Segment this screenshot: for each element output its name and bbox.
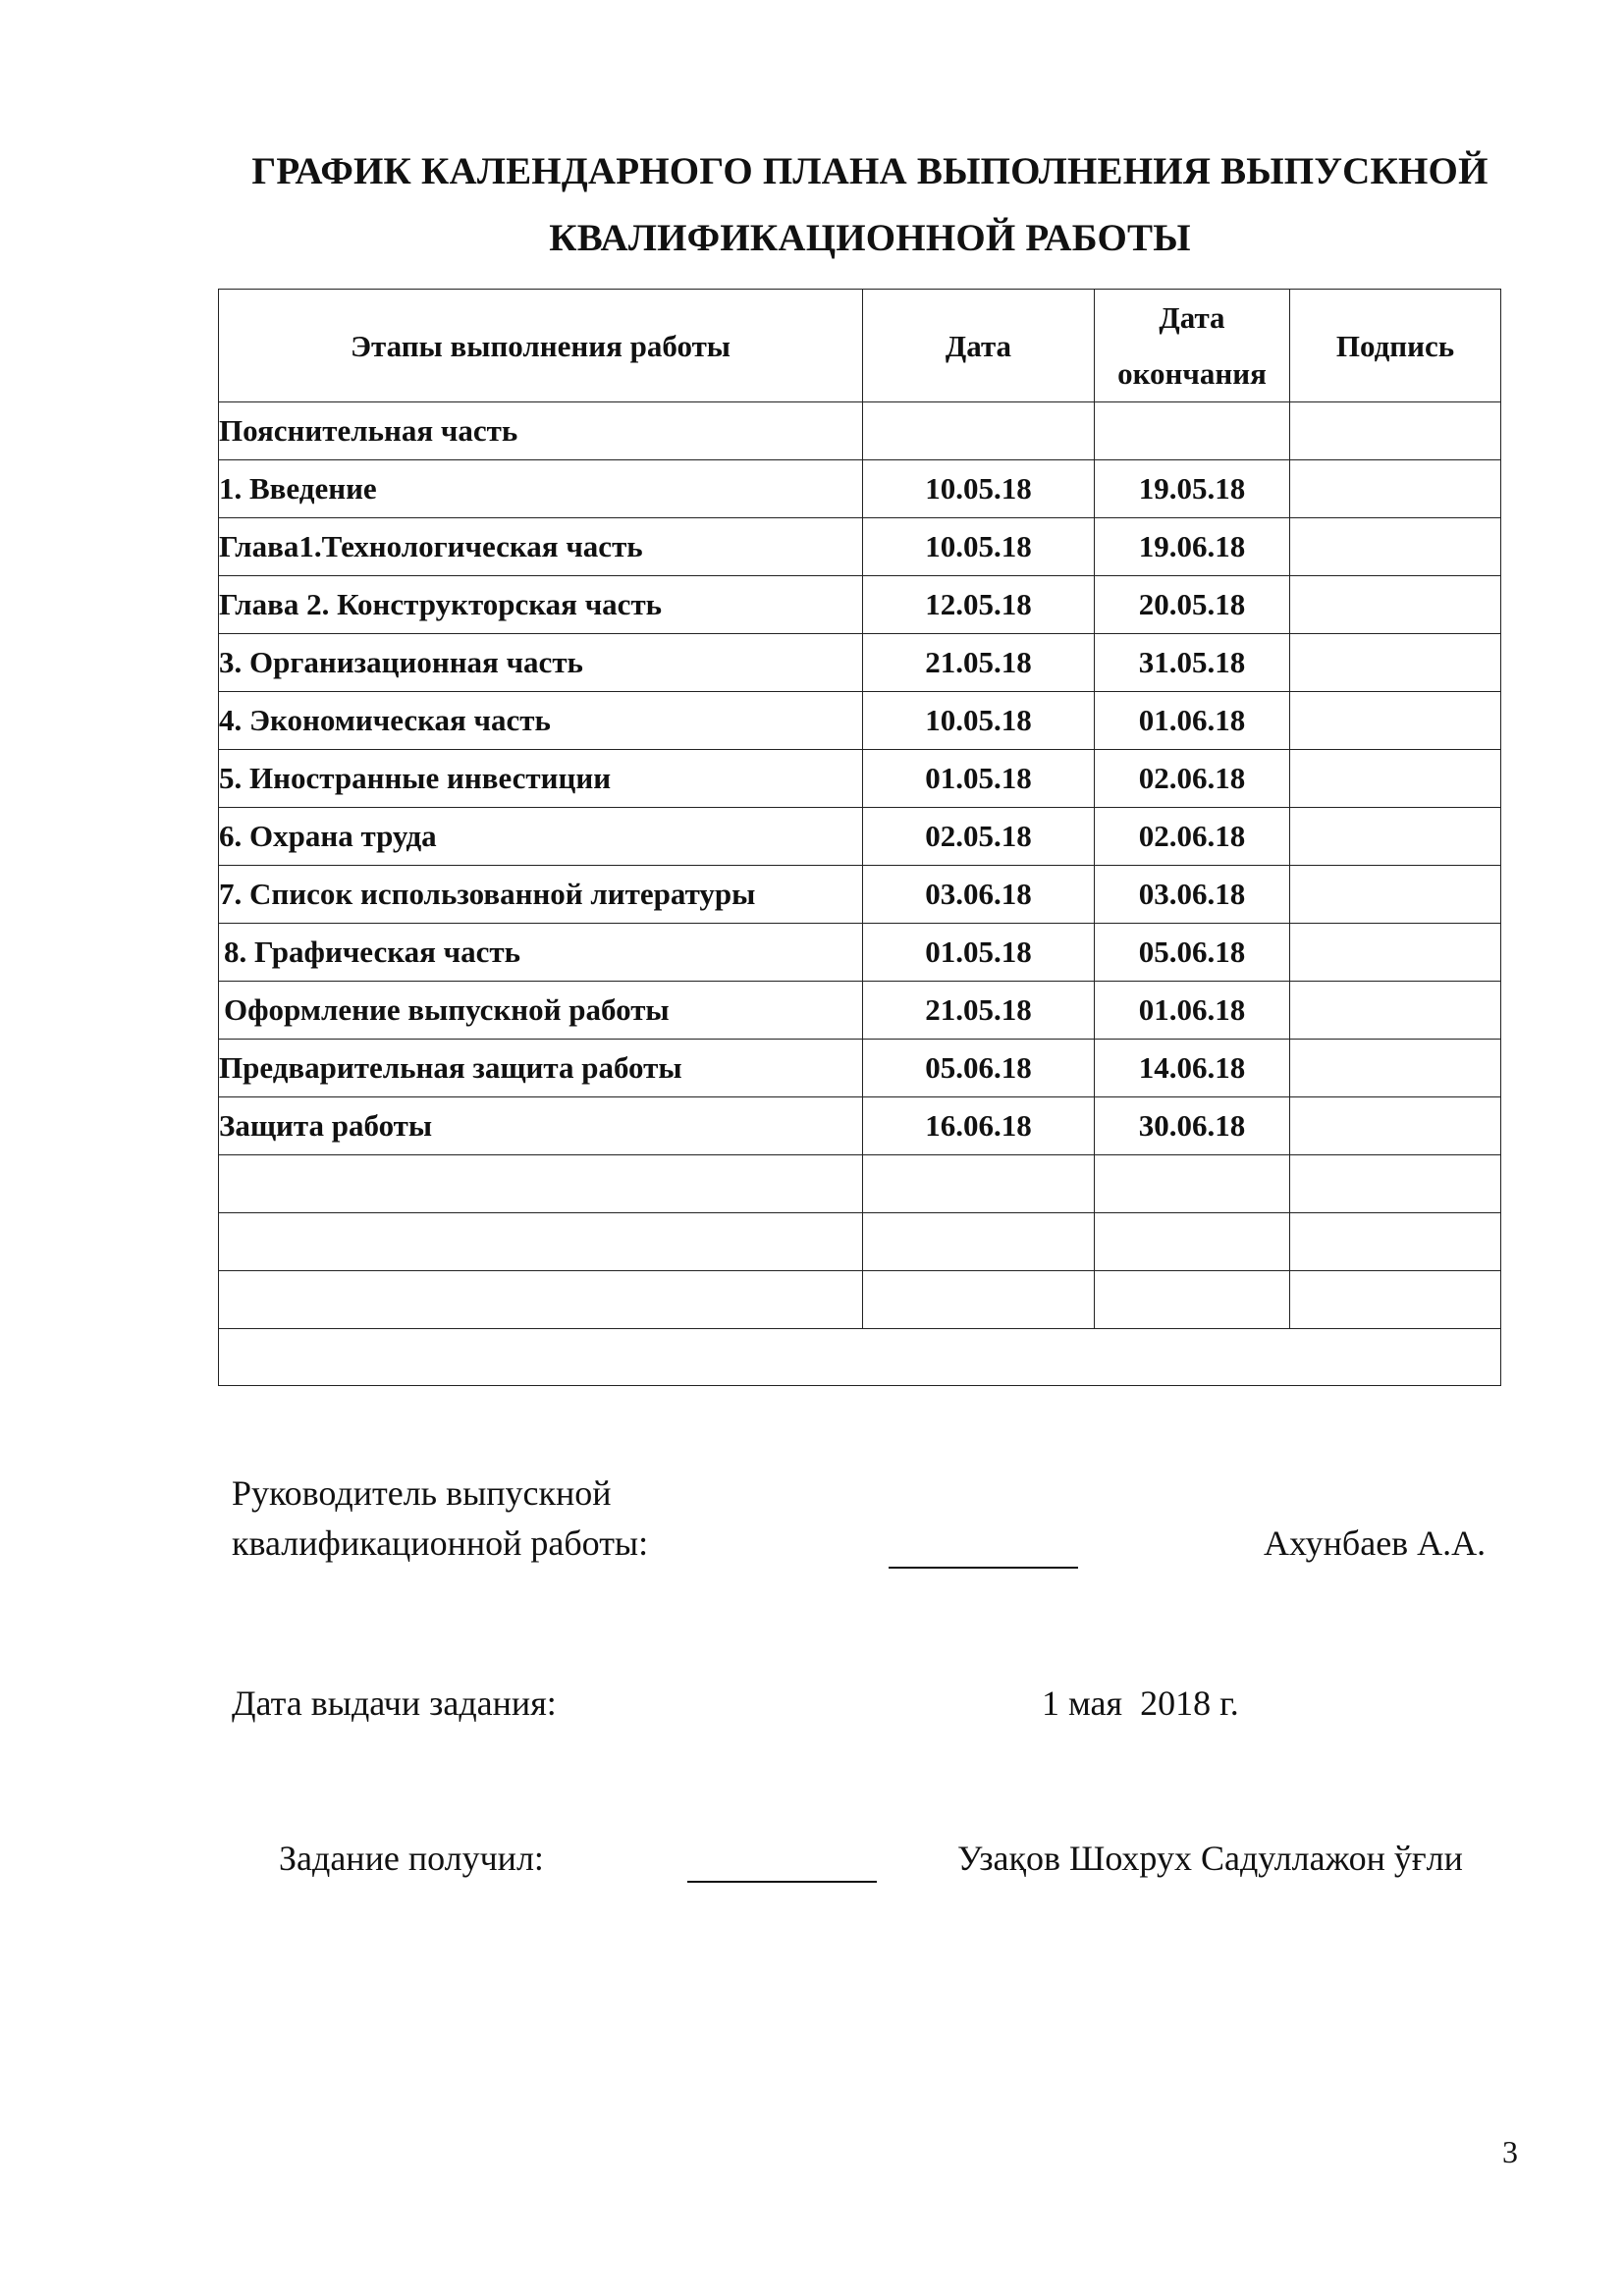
stage-cell: 3. Организационная часть: [219, 634, 863, 692]
signature-cell: [1290, 460, 1501, 518]
end-date-cell: 01.06.18: [1095, 982, 1290, 1040]
table-row: [219, 866, 1501, 924]
header-end-date-line-1: Дата: [1159, 300, 1225, 335]
start-date-cell: 21.05.18: [863, 982, 1095, 1040]
header-stage: Этапы выполнения работы: [219, 290, 863, 402]
table-row: [219, 1097, 1501, 1155]
empty-merged-row: [219, 1329, 1501, 1386]
stage-cell: 7. Список использованной литературы: [219, 866, 863, 924]
stage-cell: Глава 2. Конструкторская часть: [219, 576, 863, 634]
schedule-table: [218, 289, 1501, 1386]
start-date-cell: 03.06.18: [863, 866, 1095, 924]
supervisor-name: Ахунбаев А.А.: [1264, 1523, 1487, 1563]
signature-cell: [1290, 1097, 1501, 1155]
signature-cell: [1290, 750, 1501, 808]
page-number: 3: [1502, 2134, 1518, 2169]
end-date-cell: 31.05.18: [1095, 634, 1290, 692]
table-row: [219, 924, 1501, 982]
stage-cell: Защита работы: [219, 1097, 863, 1155]
signature-cell: [1290, 692, 1501, 750]
start-date-cell: 01.05.18: [863, 924, 1095, 982]
supervisor-label-line-1: Руководитель выпускной: [232, 1473, 612, 1513]
table-row: [219, 402, 1501, 460]
header-end-date-line-2: окончания: [1117, 356, 1267, 391]
end-date-cell: 01.06.18: [1095, 692, 1290, 750]
stage-cell: Предварительная защита работы: [219, 1040, 863, 1097]
start-date-cell: 21.05.18: [863, 634, 1095, 692]
document-title-line-1: ГРАФИК КАЛЕНДАРНОГО ПЛАНА ВЫПОЛНЕНИЯ ВЫПУСКНОЙ: [251, 150, 1489, 192]
start-date-cell: 01.05.18: [863, 750, 1095, 808]
table-row: [219, 634, 1501, 692]
received-signature-line: [687, 1842, 877, 1883]
table-row: [219, 982, 1501, 1040]
end-date-cell: 20.05.18: [1095, 576, 1290, 634]
received-name: Узақов Шохрух Садуллажон ўғли: [957, 1839, 1463, 1878]
received-label: Задание получил:: [279, 1839, 544, 1878]
table-header-row: [219, 290, 1501, 402]
issue-date-label: Дата выдачи задания:: [232, 1683, 557, 1723]
signature-cell: [1290, 402, 1501, 460]
header-date: Дата: [863, 290, 1095, 402]
stage-cell: Пояснительная часть: [219, 402, 863, 460]
end-date-cell: 19.05.18: [1095, 460, 1290, 518]
table-row: [219, 750, 1501, 808]
table-row: [219, 808, 1501, 866]
end-date-cell: 03.06.18: [1095, 866, 1290, 924]
empty-row: [219, 1213, 1501, 1271]
stage-cell: 6. Охрана труда: [219, 808, 863, 866]
start-date-cell: [863, 402, 1095, 460]
document-title-line-2: КВАЛИФИКАЦИОННОЙ РАБОТЫ: [549, 217, 1191, 259]
start-date-cell: 10.05.18: [863, 460, 1095, 518]
empty-row: [219, 1155, 1501, 1213]
stage-cell: 4. Экономическая часть: [219, 692, 863, 750]
signature-cell: [1290, 576, 1501, 634]
start-date-cell: 16.06.18: [863, 1097, 1095, 1155]
issue-date-value: 1 мая 2018 г.: [1042, 1683, 1239, 1723]
start-date-cell: 05.06.18: [863, 1040, 1095, 1097]
table-row: [219, 460, 1501, 518]
start-date-cell: 02.05.18: [863, 808, 1095, 866]
stage-cell: 8. Графическая часть: [219, 924, 863, 982]
signature-cell: [1290, 518, 1501, 576]
stage-cell: 1. Введение: [219, 460, 863, 518]
end-date-cell: 30.06.18: [1095, 1097, 1290, 1155]
stage-cell: 5. Иностранные инвестиции: [219, 750, 863, 808]
start-date-cell: 12.05.18: [863, 576, 1095, 634]
table-row: [219, 692, 1501, 750]
start-date-cell: 10.05.18: [863, 692, 1095, 750]
stage-cell: Оформление выпускной работы: [219, 982, 863, 1040]
signature-cell: [1290, 924, 1501, 982]
table-row: [219, 576, 1501, 634]
end-date-cell: [1095, 402, 1290, 460]
header-end-date: [1095, 290, 1290, 402]
end-date-cell: 19.06.18: [1095, 518, 1290, 576]
empty-row: [219, 1271, 1501, 1329]
supervisor-label-line-2: квалификационной работы:: [232, 1523, 649, 1563]
signature-cell: [1290, 808, 1501, 866]
end-date-cell: 14.06.18: [1095, 1040, 1290, 1097]
signature-cell: [1290, 982, 1501, 1040]
signature-cell: [1290, 1040, 1501, 1097]
supervisor-signature-line: [889, 1527, 1078, 1569]
stage-cell: Глава1.Технологическая часть: [219, 518, 863, 576]
signature-cell: [1290, 866, 1501, 924]
table-row: [219, 518, 1501, 576]
start-date-cell: 10.05.18: [863, 518, 1095, 576]
header-signature: Подпись: [1290, 290, 1501, 402]
signature-cell: [1290, 634, 1501, 692]
end-date-cell: 02.06.18: [1095, 808, 1290, 866]
table-row: [219, 1040, 1501, 1097]
end-date-cell: 02.06.18: [1095, 750, 1290, 808]
end-date-cell: 05.06.18: [1095, 924, 1290, 982]
